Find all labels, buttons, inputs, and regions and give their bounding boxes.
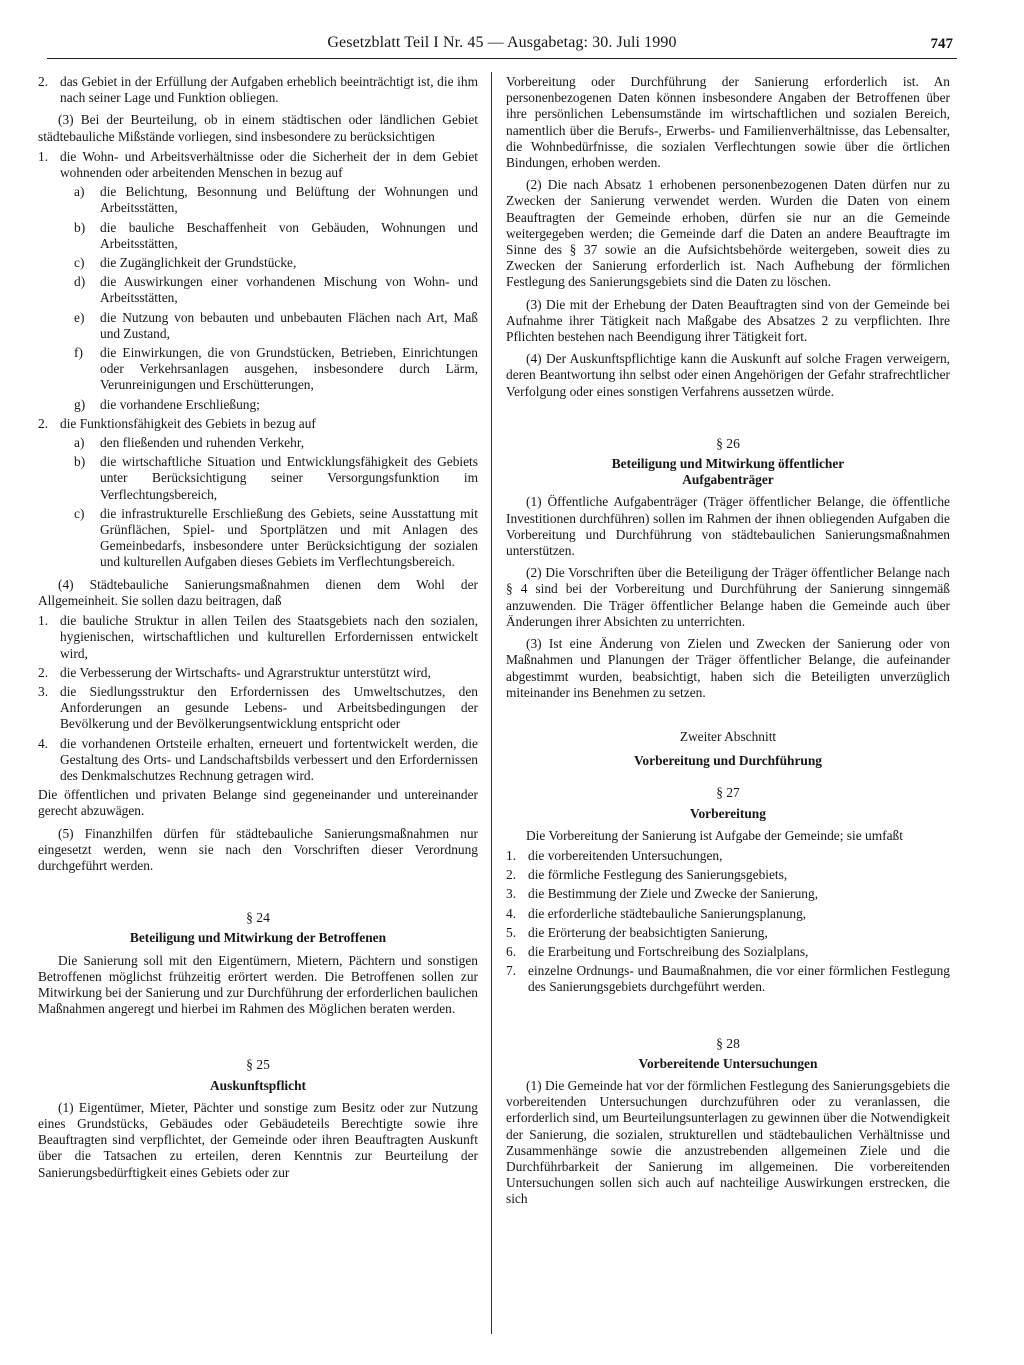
sub-item: b) die bauliche Beschaffenheit von Gebäuden, Wohnungen und Arbeitsstätten, — [74, 219, 478, 251]
list-item: 1. die Wohn- und Arbeitsverhältnisse oder die Sicherheit der in dem Gebiet wohnenden oder arbeitenden Menschen in bezug auf — [38, 148, 478, 181]
list-item: 2. die Funktionsfähigkeit des Gebiets in bezug auf — [38, 415, 316, 431]
list-item: 5. die Erörterung der beabsichtigten Sanierung, — [506, 924, 768, 940]
right-column — [506, 74, 950, 1212]
sub-item: f) die Einwirkungen, die von Grundstücken, Betrieben, Einrichtungen oder Verkehrsanlagen ausgehen, insbesondere durch Lärm, Verunreinigungen und Erschütterungen, — [74, 345, 478, 393]
sub-item: a) die Belichtung, Besonnung und Belüftung der Wohnungen und Arbeitsstätten, — [74, 184, 478, 216]
list-item: 2. das Gebiet in der Erfüllung der Aufgaben erheblich beeinträchtigt ist, die ihm nach seiner Lage und Funktion obliegen. — [38, 74, 478, 106]
sub-item: c) die infrastrukturelle Erschließung des Gebiets, seine Ausstattung mit Grünflächen, Spiel- und Sportplätzen und mit Anlagen des Gemeinbedarfs, insbesondere unter Berücksichtigung der sozialen und kulturellen Aufgaben dieses Gebiets im Verflechtungsbereich. — [74, 505, 478, 570]
sub-item: b) die wirtschaftliche Situation und Entwicklungsfähigkeit des Gebiets unter Berücksichtigung seiner Versorgungsfunktion im Verflechtungsbereich, — [74, 454, 478, 502]
section-26-paragraph-3: (3) Ist eine Änderung von Zielen und Zwecken der Sanierung oder von Maßnahmen und Planungen der Träger öffentlicher Belange, die aufeinander abgestimmt wurden, beabsichtigt, haben sich die Beteiligten unverzüglich miteinander ins Benehmen zu setzen. — [506, 636, 950, 700]
section-28-paragraph-1: (1) Die Gemeinde hat vor der förmlichen Festlegung des Sanierungsgebiets die vorbereitenden Untersuchungen durchzuführen oder zu veranlassen, die erforderlich sind, um Beurteilungsunterlagen zu gewinnen über die Notwendigkeit der Sanierung, die sozialen, strukturellen und städtebaulichen Verhältnisse und Zusammenhänge sowie die anzustrebenden allgemeinen Ziele und die Durchführbarkeit der Sanierung im allgemeinen. Die vorbereitenden Untersuchungen sollen sich auch auf nachteilige Auswirkungen erstrecken, die sich — [506, 1077, 950, 1207]
list-item: 1. die vorbereitenden Untersuchungen, — [506, 847, 723, 863]
section-25-number: § 25 — [246, 1057, 270, 1073]
section-26-number: § 26 — [716, 435, 740, 451]
section-25-paragraph-1-continued: Vorbereitung oder Durchführung der Sanierung erforderlich ist. An personenbezogenen Daten können insbesondere Angaben der Betroffenen über ihre persönlichen Lebensumstände im wirtschaftlichen und sozialen Bereich, namentlich über die Berufs-, Erwerbs- und Familienverhältnisse, das Lebensalter, die Wohnbedürfnisse, die sozialen Verflechtungen sowie über die örtlichen Bindungen, erhoben werden. — [506, 74, 950, 171]
section-24-number: § 24 — [246, 910, 270, 926]
section-24-text: Die Sanierung soll mit den Eigentümern, Mietern, Pächtern und sonstigen Betroffenen möglichst frühzeitig erörtert werden. Die Betroffenen sollen zur Mitwirkung bei der Sanierung und zur Durchführung der erforderlichen baulichen Maßnahmen angeregt und hierbei im Rahmen des Möglichen beraten werden. — [38, 952, 478, 1017]
part-title: Vorbereitung und Durchführung — [633, 753, 823, 769]
sub-item: d) die Auswirkungen einer vorhandenen Mischung von Wohn- und Arbeitsstätten, — [74, 274, 478, 306]
section-26-paragraph-1: (1) Öffentliche Aufgabenträger (Träger öffentlicher Belange, die öffentliche Investitionen durchführen) sollen im Rahmen der ihnen obliegenden Aufgaben die Vorbereitung und Durchführung von städtebaulichen Sanierungsmaßnahmen unterstützen. — [506, 494, 950, 559]
list-item: 3. die Siedlungsstruktur den Erfordernissen des Umweltschutzes, den Anforderungen an gesunde Lebens- und Arbeitsbedingungen der Bevölkerung und der Bevölkerungsentwicklung entspricht oder — [38, 683, 478, 732]
paragraph-4-closing: Die öffentlichen und privaten Belange sind gegeneinander und untereinander gerecht abzuwägen. — [38, 787, 478, 819]
section-24-title: Beteiligung und Mitwirkung der Betroffenen — [129, 930, 387, 946]
paragraph-3-intro: (3) Bei der Beurteilung, ob in einem städtischen oder ländlichen Gebiet städtebauliche Mißstände vorliegen, sind insbesondere zu berücksichtigen — [38, 112, 478, 144]
list-item: 6. die Erarbeitung und Fortschreibung des Sozialplans, — [506, 943, 809, 959]
section-27-intro: Die Vorbereitung der Sanierung ist Aufgabe der Gemeinde; sie umfaßt — [526, 827, 903, 843]
section-26-paragraph-2: (2) Die Vorschriften über die Beteiligung der Träger öffentlicher Belange nach § 4 sind bei der Vorbereitung und Durchführung der Sanierung sinngemäß anzuwenden. Die Träger öffentlicher Belange haben die Gemeinde auch über Änderungen ihrer Absichten zu unterrichten. — [506, 565, 950, 629]
column-divider — [491, 72, 492, 1334]
section-25-paragraph-4: (4) Der Auskunftspflichtige kann die Auskunft auf solche Fragen verweigern, deren Beantwortung ihn selbst oder einen Angehörigen der Gefahr strafrechtlicher Verfolgung oder eines sonstigen Verfahrens aussetzen würde. — [506, 351, 950, 399]
gazette-title: Gesetzblatt Teil I Nr. 45 — Ausgabetag: 30. Juli 1990 — [327, 34, 677, 51]
paragraph-4-intro: (4) Städtebauliche Sanierungsmaßnahmen dienen dem Wohl der Allgemeinheit. Sie sollen dazu beitragen, daß — [38, 576, 478, 608]
section-27-number: § 27 — [716, 785, 740, 801]
section-27-title: Vorbereitung — [690, 805, 766, 821]
list-item: 2. die Verbesserung der Wirtschafts- und Agrarstruktur unterstützt wird, — [38, 664, 431, 680]
page-number: 747 — [930, 36, 953, 52]
paragraph-5: (5) Finanzhilfen dürfen für städtebauliche Sanierungsmaßnahmen nur eingesetzt werden, wenn sie nach den Vorschriften dieser Verordnung durchgeführt werden. — [38, 825, 478, 873]
sub-item: g) die vorhandene Erschließung; — [74, 396, 260, 412]
section-28-number: § 28 — [716, 1035, 740, 1051]
section-28-title: Vorbereitende Untersuchungen — [638, 1055, 818, 1071]
section-26-title-line-1: Beteiligung und Mitwirkung öffentlicher — [611, 456, 845, 472]
part-label: Zweiter Abschnitt — [679, 728, 777, 744]
sub-item: c) die Zugänglichkeit der Grundstücke, — [74, 255, 297, 271]
left-column — [38, 74, 478, 1185]
list-item: 4. die erforderliche städtebauliche Sanierungsplanung, — [506, 905, 807, 921]
section-25-title: Auskunftspflicht — [210, 1077, 306, 1093]
list-item: 1. die bauliche Struktur in allen Teilen des Staatsgebiets nach den sozialen, hygienischen, wirtschaftlichen und kulturellen Erfordernissen entwickelt wird, — [38, 613, 478, 661]
list-item: 3. die Bestimmung der Ziele und Zwecke der Sanierung, — [506, 886, 819, 902]
section-26-title-line-2: Aufgabenträger — [682, 472, 774, 488]
list-item: 7. einzelne Ordnungs- und Baumaßnahmen, die vor einer förmlichen Festlegung des Sanierungsgebiets durchgeführt werden. — [506, 963, 950, 995]
sub-item: e) die Nutzung von bebauten und unbebauten Flächen nach Art, Maß und Zustand, — [74, 309, 478, 341]
sub-item: a) den fließenden und ruhenden Verkehr, — [74, 435, 305, 451]
page-header — [47, 34, 957, 59]
list-item: 2. die förmliche Festlegung des Sanierungsgebiets, — [506, 867, 788, 883]
section-25-paragraph-3: (3) Die mit der Erhebung der Daten Beauftragten sind von der Gemeinde bei Aufnahme ihrer Tätigkeit nach Maßgabe des Absatzes 2 zu verpflichten. Ihre Pflichten bestehen nach Beendigung ihrer Tätigkeit fort. — [506, 296, 950, 345]
list-item: 4. die vorhandenen Ortsteile erhalten, erneuert und fortentwickelt werden, die Gestaltung des Orts- und Landschaftsbilds verbessert und den Erfordernissen des Denkmalschutzes Rechnung getragen wird. — [38, 735, 478, 783]
section-25-paragraph-1: (1) Eigentümer, Mieter, Pächter und sonstige zum Besitz oder zur Nutzung eines Grundstücks, Gebäudes oder Gebäudeteils Berechtigte sowie ihre Beauftragten sind verpflichtet, der Gemeinde oder ihren Beauftragten Auskunft über die Tatsachen zu erteilen, deren Kenntnis zur Beurteilung der Sanierungsbedürftigkeit eines Gebiets oder zur — [38, 1099, 478, 1180]
section-25-paragraph-2: (2) Die nach Absatz 1 erhobenen personenbezogenen Daten dürfen nur zu Zwecken der Sanierung verwendet werden. Wurden die Daten von einem Beauftragten der Gemeinde erhoben, dürfen sie nur an die Gemeinde weitergegeben werden; die Gemeinde darf die Daten an andere Beauftragte im Sinne des § 37 sowie an die Aufsichtsbehörde weitergeben, soweit dies zu Zwecken der Sanierung erforderlich ist. Nach Aufhebung der förmlichen Festlegung des Sanierungsgebiets sind die Daten zu löschen. — [506, 177, 950, 290]
